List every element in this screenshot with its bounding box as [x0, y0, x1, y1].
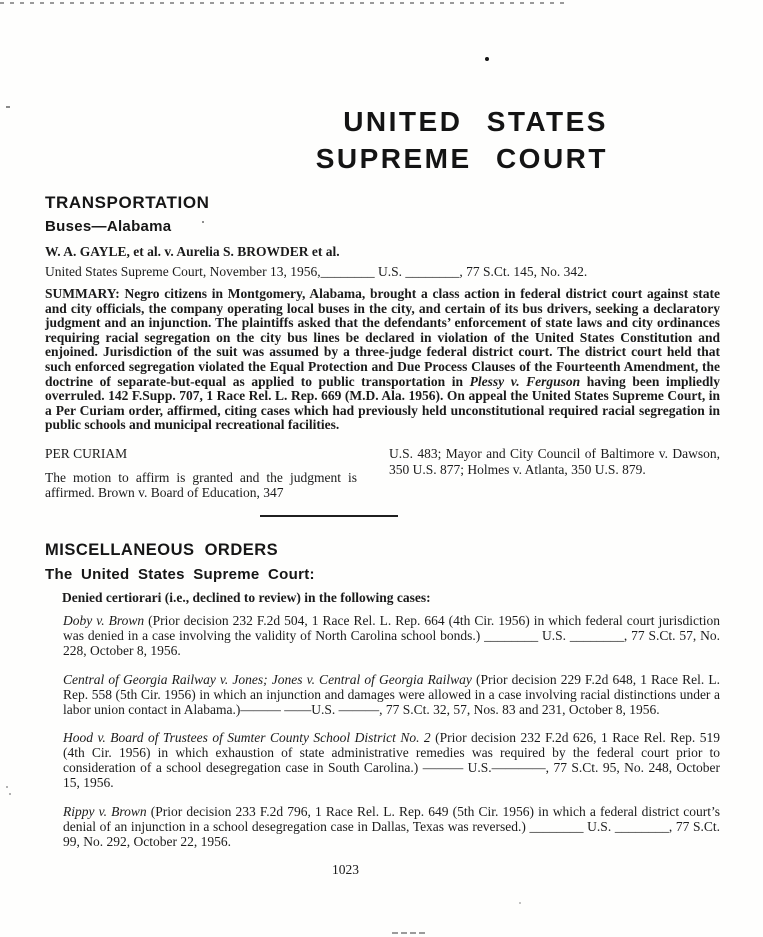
masthead-line-2: SUPREME COURT [315, 143, 608, 174]
order-entry-doby-v-brown [63, 613, 720, 658]
order-case-name: Hood v. Board of Trustees of Sumter County School District No. 2 [63, 730, 431, 746]
per-curiam-left-text: The motion to affirm is granted and the judgment is affirmed. Brown v. Board of Education, 347 [45, 469, 357, 501]
order-case-details: (Prior decision 232 F.2d 504, 1 Race Rel. L. Rep. 664 (4th Cir. 1956) in which federal court jurisdiction was denied in a case involving the validity of North Carolina school bonds.) ________ U.S. ________, 77 S.Ct. 57, No. 228, October 8, 1956. [63, 613, 720, 659]
page-number: 1023 [332, 862, 359, 878]
case-title-gayle-v-browder: W. A. GAYLE, et al. v. Aurelia S. BROWDER et al. [45, 244, 340, 259]
per-curiam-right-column: U.S. 483; Mayor and City Council of Baltimore v. Dawson, 350 U.S. 877; Holmes v. Atlanta, 350 U.S. 879. [389, 446, 720, 477]
page-content [45, 0, 720, 878]
topic-heading-buses-alabama: Buses—Alabama [45, 218, 172, 235]
per-curiam-left-column [45, 446, 357, 500]
per-curiam-heading: PER CURIAM [45, 446, 128, 462]
masthead-title [45, 103, 608, 177]
order-case-details: (Prior decision 232 F.2d 626, 1 Race Rel. Rep. 519 (4th Cir. 1956) in which exhaustion of state administrative remedies was required by the federal court prior to consideration of a school desegregation case in South Carolina.) ——— U.S.————, 77 S.Ct. 95, No. 248, October 15, 1956. [63, 730, 720, 791]
denied-certiorari-intro: Denied certiorari (i.e., declined to review) in the following cases: [62, 589, 431, 605]
summary-text-lead: SUMMARY: Negro citizens in Montgomery, Alabama, brought a class action in federal district court against state and city officials, the company operating local buses in the city, and certain of its bus drivers, seeking a declaratory judgment and an injunction. The plaintiffs asked that the defendants’ enforcement of state laws and city ordinances requiring racial segregation on the city bus lines be declared in violation of the United States Constitution and enjoined. Jurisdiction of the suit was assumed by a three-judge federal district court. The district court held that such enforced segregation violated the Equal Protection and Due Process Clauses of the Fourteenth Amendment, the doctrine of separate-but-equal as applied to public transportation in [45, 286, 720, 389]
order-entry-hood-v-trustees [63, 730, 720, 790]
masthead-line-1: UNITED STATES [343, 106, 608, 137]
section-title-miscellaneous-orders: MISCELLANEOUS ORDERS [45, 540, 279, 559]
order-case-name: Doby v. Brown [63, 613, 145, 629]
scan-bottom-dashed-mark [392, 932, 428, 934]
summary-paragraph [45, 287, 720, 433]
scan-speck-dot [6, 786, 8, 788]
per-curiam-two-column-section [45, 446, 720, 500]
summary-italic-case-name: Plessy v. Ferguson [469, 373, 581, 389]
order-case-name: Rippy v. Brown [63, 803, 147, 819]
case-citation-line: United States Supreme Court, November 13, 1956,________ U.S. ________, 77 S.Ct. 145, No. 342. [45, 264, 588, 279]
section-title-transportation: TRANSPORTATION [45, 193, 210, 212]
order-case-name: Central of Georgia Railway v. Jones; Jones v. Central of Georgia Railway [63, 671, 472, 687]
court-heading: The United States Supreme Court: [45, 565, 315, 583]
order-entry-rippy-v-brown [63, 804, 720, 849]
scan-speck-dot [519, 902, 521, 904]
section-divider-rule [260, 515, 398, 517]
scan-margin-tick [6, 106, 10, 108]
order-case-details: (Prior decision 233 F.2d 796, 1 Race Rel. L. Rep. 649 (5th Cir. 1956) in which a federal district court’s denial of an injunction in a school desegregation case in Dallas, Texas was reversed.) ________ U.S. ________, 77 S.Ct. 99, No. 292, October 22, 1956. [63, 803, 721, 849]
summary-text-tail: having been impliedly overruled. 142 F.Supp. 707, 1 Race Rel. L. Rep. 669 (M.D. Ala. 1956). On appeal the United States Supreme Court, in a Per Curiam order, affirmed, citing cases which had previously held unconstitutional required racial segregation in public schools and municipal recreational facilities. [45, 373, 720, 433]
scan-speck-dot [9, 793, 11, 795]
order-case-details: (Prior decision 229 F.2d 648, 1 Race Rel. L. Rep. 558 (5th Cir. 1956) in which an injunction and damages were allowed in a case involving racial distinctions under a labor union contact in Alabama.)——— ——U.S. ———, 77 S.Ct. 32, 57, Nos. 83 and 231, October 8, 1956. [63, 671, 721, 717]
order-entry-central-of-georgia [63, 672, 720, 717]
